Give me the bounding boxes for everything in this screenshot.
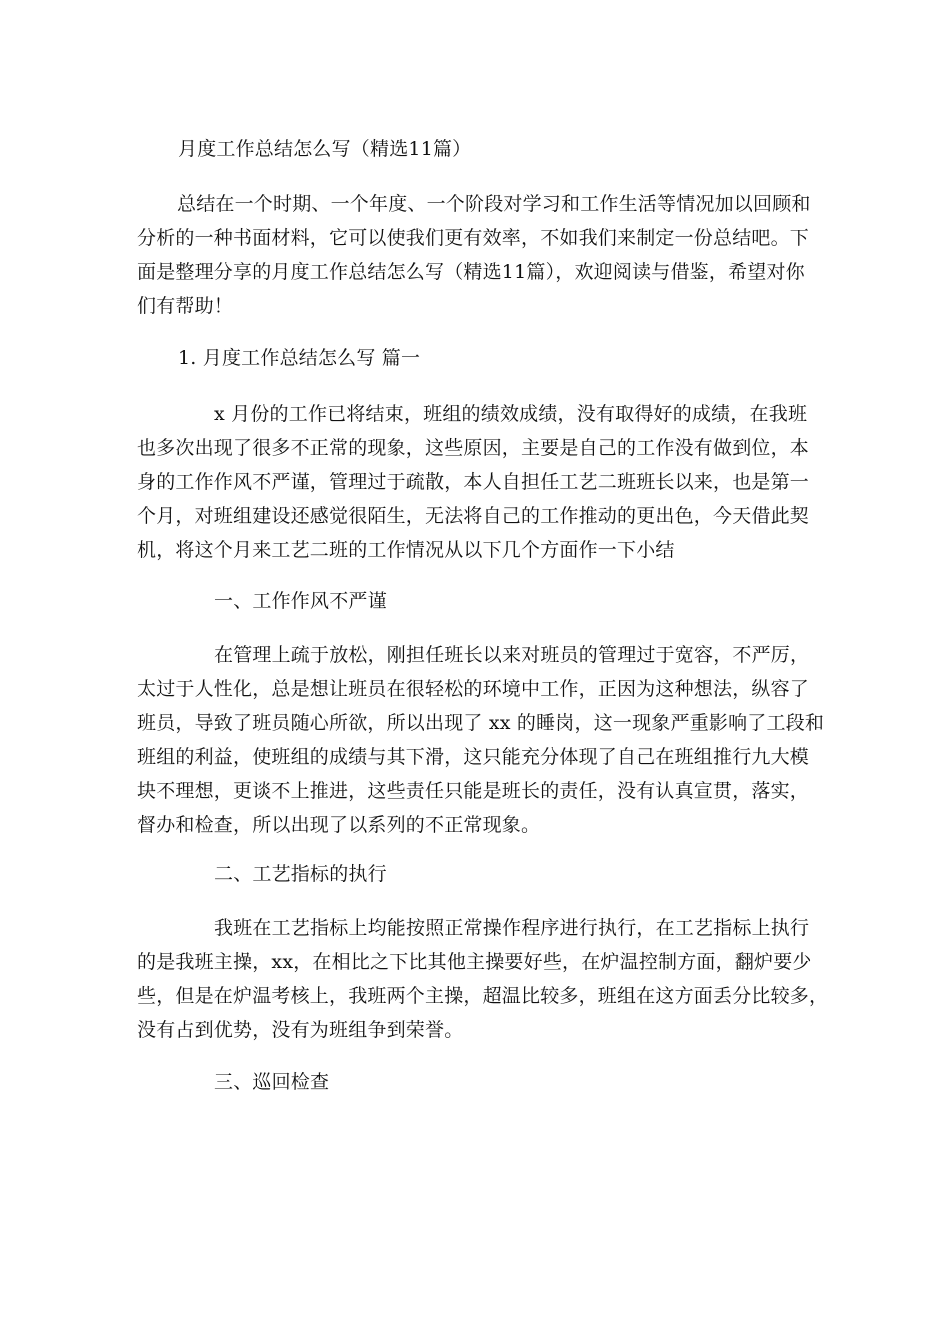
paragraph-3 [137,911,828,1047]
subsection-heading-text: 一、工作作风不严谨 [214,590,387,612]
section-heading [178,341,420,375]
paragraph-line: 班员，导致了班员随心所欲，所以出现了 xx 的睡岗，这一现象严重影响了工段和 [137,712,825,734]
subsection-heading-3 [214,1065,329,1099]
paragraph-line: 没有占到优势，没有为班组争到荣誉。 [137,1019,464,1041]
intro-line: 们有帮助！ [137,295,234,317]
document-title [178,132,471,166]
document-title-text: 月度工作总结怎么写（精选11篇） [178,138,472,160]
paragraph-line: 的是我班主操，xx，在相比之下比其他主操要好些，在炉温控制方面，翻炉要少 [137,951,812,973]
paragraph-1 [137,397,809,567]
subsection-heading-text: 二、工艺指标的执行 [214,863,387,885]
paragraph-line: x 月份的工作已将结束，班组的绩效成绩，没有取得好的成绩，在我班 [214,403,808,425]
paragraph-line: 身的工作作风不严谨，管理过于疏散，本人自担任工艺二班班长以来，也是第一 [137,471,810,493]
paragraph-line: 也多次出现了很多不正常的现象，这些原因，主要是自己的工作没有做到位，本 [137,437,810,459]
intro-line: 分析的一种书面材料，它可以使我们更有效率，不如我们来制定一份总结吧。下 [137,227,810,249]
paragraph-line: 我班在工艺指标上均能按照正常操作程序进行执行，在工艺指标上执行 [214,917,810,939]
intro-paragraph [137,187,811,323]
paragraph-line: 班组的利益，使班组的成绩与其下滑，这只能充分体现了自己在班组推行九大模 [137,746,810,768]
paragraph-line: 些，但是在炉温考核上，我班两个主操，超温比较多，班组在这方面丢分比较多， [137,985,829,1007]
paragraph-line: 个月，对班组建设还感觉很陌生，无法将自己的工作推动的更出色，今天借此契 [137,505,810,527]
subsection-heading-text: 三、巡回检查 [214,1071,330,1093]
paragraph-line: 在管理上疏于放松，刚担任班长以来对班员的管理过于宽容，不严厉， [214,644,810,666]
intro-line: 总结在一个时期、一个年度、一个阶段对学习和工作生活等情况加以回顾和 [177,193,811,215]
subsection-heading-1 [214,584,387,618]
paragraph-line: 机，将这个月来工艺二班的工作情况从以下几个方面作一下小结 [137,539,675,561]
subsection-heading-2 [214,857,387,891]
paragraph-line: 督办和检查，所以出现了以系列的不正常现象。 [137,814,541,836]
paragraph-2 [137,638,824,842]
paragraph-line: 块不理想，更谈不上推进，这些责任只能是班长的责任，没有认真宣贯，落实， [137,780,810,802]
section-heading-text: 1. 月度工作总结怎么写 篇一 [178,347,421,369]
paragraph-line: 太过于人性化，总是想让班员在很轻松的环境中工作，正因为这种想法，纵容了 [137,678,810,700]
intro-line: 面是整理分享的月度工作总结怎么写（精选11篇），欢迎阅读与借鉴，希望对你 [137,261,805,283]
